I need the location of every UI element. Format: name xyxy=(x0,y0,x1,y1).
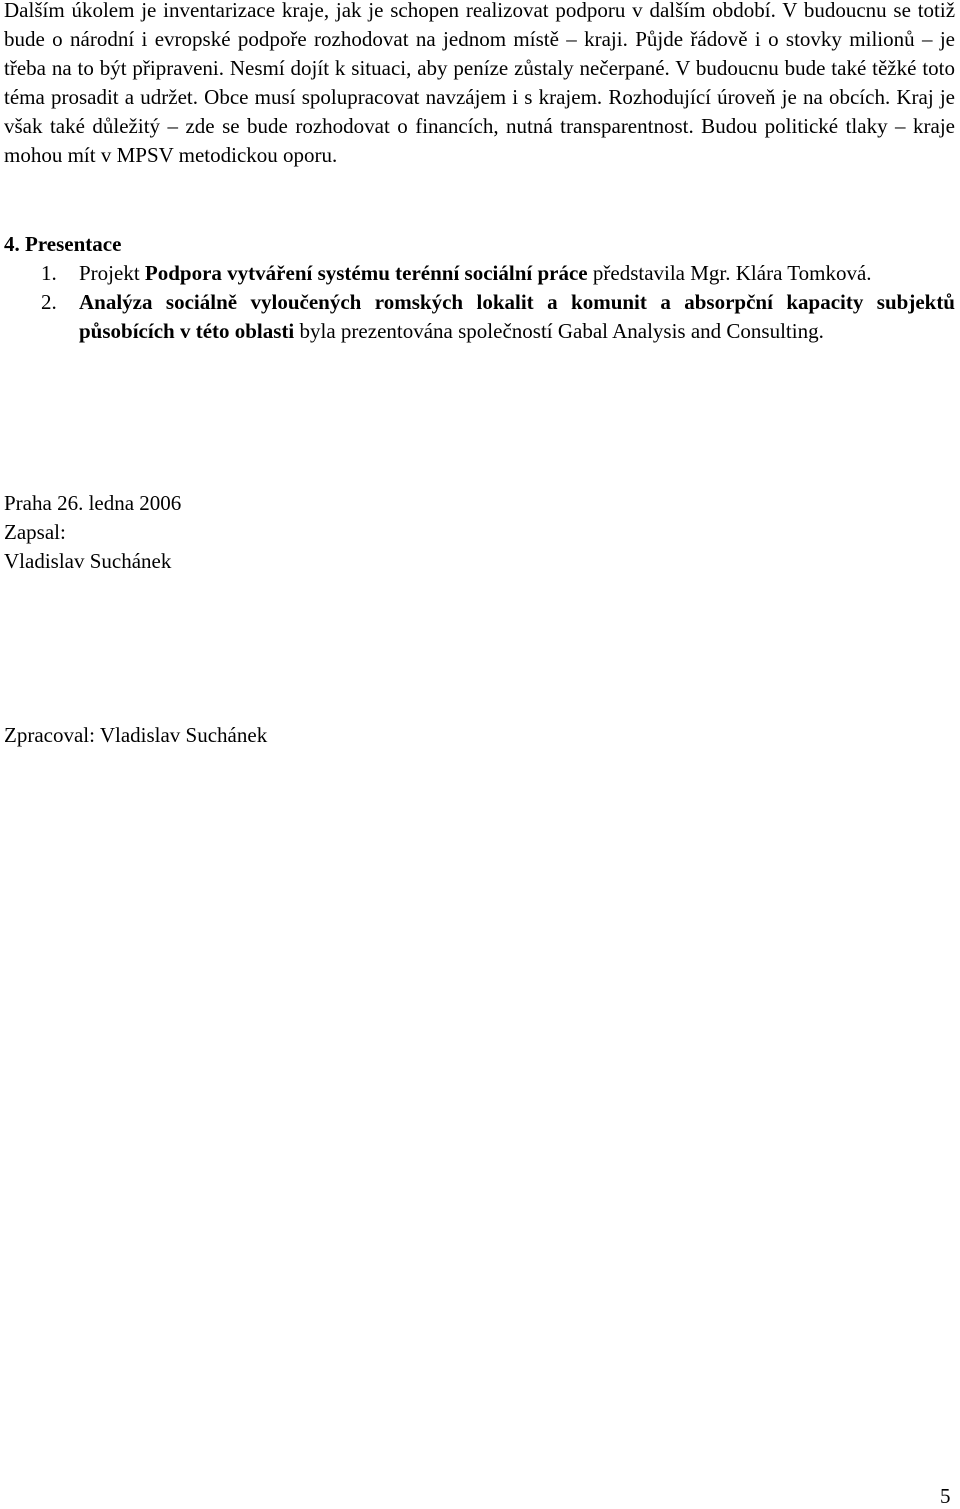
intro-line: Dalším úkolem je inventarizace kraje, jak je schopen realizovat podporu v dalším období. V xyxy=(4,0,798,22)
processed-by: Zpracoval: Vladislav Suchánek xyxy=(4,723,268,747)
item-number: 1. xyxy=(41,261,57,285)
intro-line: budoucnu se totiž bude o národní i evropské podpoře rozhodovat na jednom místě – kraji. xyxy=(4,0,956,51)
item-suffix: byla prezentována společností Gabal Analysis and Consulting. xyxy=(294,319,824,343)
recorded-by: Vladislav Suchánek xyxy=(4,549,172,573)
item-prefix: Projekt xyxy=(79,261,145,285)
presentation-list xyxy=(4,259,955,346)
place-date: Praha 26. ledna 2006 xyxy=(4,491,182,515)
section-heading: 4. Presentace xyxy=(4,232,122,256)
item-suffix: představila Mgr. Klára Tomková. xyxy=(587,261,872,285)
intro-line: peníze zůstaly nečerpané. V budoucnu bude také těžké toto téma prosadit a udržet. Obce musí xyxy=(4,56,955,109)
intro-line: spolupracovat navzájem i s krajem. Rozhodující úroveň je na obcích. Kraj je však také xyxy=(4,85,956,138)
intro-paragraph xyxy=(4,0,955,170)
intro-line: Půjde řádově i o stovky milionů – je třeba na to být připraveni. Nesmí dojít k situaci, aby xyxy=(4,27,955,80)
recorded-label: Zapsal: xyxy=(4,520,66,544)
intro-line: kraje mohou mít v MPSV metodickou oporu. xyxy=(4,114,955,167)
item-title: Analýza sociálně vyloučených romských lokalit a komunit a absorpční kapacity subjektů působících v této oblasti xyxy=(79,290,955,343)
presentation-item xyxy=(4,288,955,346)
intro-line: důležitý – zde se bude rozhodovat o financích, nutná transparentnost. Budou politické tlaky – xyxy=(92,114,906,138)
presentation-item xyxy=(4,259,955,288)
page-number: 5 xyxy=(940,1484,951,1508)
signoff-block xyxy=(4,489,181,576)
item-title: Podpora vytváření systému terénní sociální práce xyxy=(144,261,588,285)
item-number: 2. xyxy=(41,290,57,314)
